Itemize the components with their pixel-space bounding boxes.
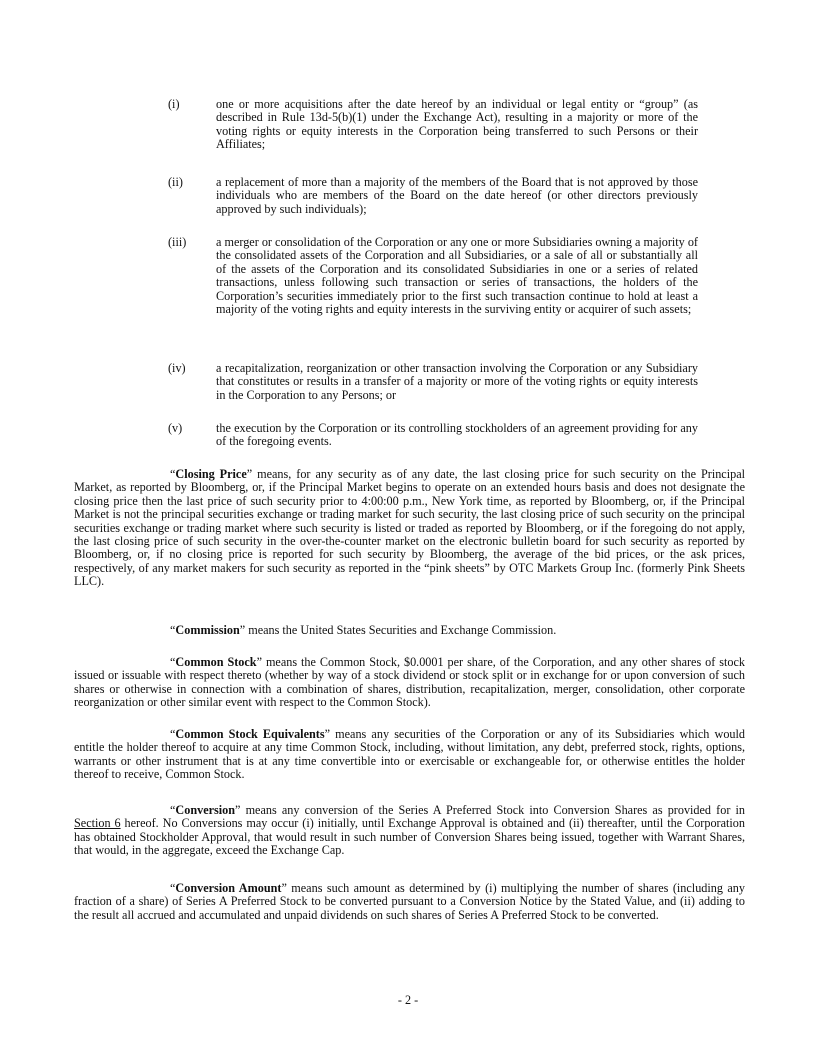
open-quote: “ [170,623,176,637]
open-quote: “ [170,727,176,741]
clause-number: (v) [168,421,183,435]
close-quote: ” [281,881,287,895]
close-quote: ” [324,727,330,741]
open-quote: “ [170,467,176,481]
clause-text: the execution by the Corporation or its controlling stockholders of an agreement providing for any of the foregoing events. [216,421,698,449]
definition-text: means such amount as determined by (i) multiplying the number of shares (including any fraction of a share) of Series A Preferred Stock to be converted pursuant to a Conversion Notice by the Stated Value, and (ii) adding to the result all accrued and accumulated and unpaid dividends on such shares of Series A Preferred Stock to be converted. [74,881,745,922]
clause-i [168,98,698,152]
close-quote: ” [256,655,262,669]
definition-common-stock-equivalents [74,728,745,782]
clause-text: a recapitalization, reorganization or other transaction involving the Corporation or any Subsidiary that constitutes or results in a transfer of a majority or more of the voting rights or equity interests in the Corporation to any Persons; or [216,361,698,402]
definition-closing-price [74,468,745,589]
section-reference-link[interactable]: Section 6 [74,816,121,831]
page-number: - 2 - [397,993,419,1007]
open-quote: “ [170,655,176,669]
definition-text: means any securities of the Corporation or any of its Subsidiaries which would entitle the holder thereof to acquire at any time Common Stock, including, without limitation, any debt, preferred stock, rights, options, warrants or other instrument that is at any time convertible into or exercisable or exchangeable for, or otherwise entitles the holder thereof to receive, Common Stock. [74,727,745,782]
definition-commission [74,624,745,637]
definition-text: means the Common Stock, $0.0001 per share, of the Corporation, and any other shares of stock issued or issuable with respect thereto (whether by way of a stock dividend or stock split or in exchange for or upon conversion of such shares or otherwise in connection with a combination of shares, distribution, recapitalization, merger, consolidation, other corporate reorganization or other similar event with respect to the Common Stock). [74,655,745,710]
defined-term: Conversion Amount [175,881,282,895]
clause-text: a replacement of more than a majority of the members of the Board that is not approved by those individuals who are members of the Board on the date hereof (or other directors previously approved by such individuals); [216,175,698,216]
close-quote: ” [246,467,253,481]
clause-v [168,422,698,449]
clause-ii [168,176,698,216]
clause-number: (iv) [168,361,186,375]
definition-text: means any conversion of the Series A Preferred Stock into Conversion Shares as provided for in [240,803,745,817]
clause-iii [168,236,698,316]
defined-term: Common Stock Equivalents [175,727,325,741]
definition-conversion [74,804,745,858]
clause-text: one or more acquisitions after the date hereof by an individual or legal entity or “group” (as described in Rule 13d-5(b)(1) under the Exchange Act), resulting in a majority or more of the voting rights or equity interests in the Corporation being transferred to such Persons or their Affiliates; [216,97,698,152]
defined-term: Conversion [175,803,236,817]
definition-text: hereof. No Conversions may occur (i) initially, until Exchange Approval is obtained and (ii) thereafter, until the Corporation has obtained Stockholder Approval, that would result in such number of Conversion Shares being issued, together with Warrant Shares, that would, in the aggregate, exceed the Exchange Cap. [74,816,745,858]
clause-number: (iii) [168,235,187,249]
clause-number: (ii) [168,175,183,189]
definition-common-stock [74,656,745,710]
clause-text: a merger or consolidation of the Corporation or any one or more Subsidiaries owning a majority of the consolidated assets of the Corporation and all Subsidiaries, or a sale of all or substantially all of the assets of the Corporation and its consolidated Subsidiaries in one or a series of related transactions, unless following such transaction or series of transactions, the holders of the Corporation’s securities immediately prior to the first such transaction continue to hold at least a majority of the voting rights and equity interests in the surviving entity or acquirer of such assets; [216,235,698,317]
open-quote: “ [170,881,176,895]
definition-conversion-amount [74,882,745,922]
close-quote: ” [235,803,241,817]
open-quote: “ [170,803,176,817]
defined-term: Commission [175,623,240,637]
clause-iv [168,362,698,402]
clause-number: (i) [168,97,180,111]
defined-term: Closing Price [175,467,247,481]
definition-text: means the United States Securities and Exchange Commission. [245,623,557,637]
close-quote: ” [239,623,246,637]
definition-text: means, for any security as of any date, the last closing price for such security on the Principal Market, as reported by Bloomberg, or, if the Principal Market begins to operate on an extended hours basis and does not designate the closing price then the last price of such security prior to 4:00:00 p.m., New York time, as reported by Bloomberg, or, if the Principal Market is not the principal securities exchange or trading market for such security, the last closing price of such security on the principal securities exchange or trading market where such security is listed or traded as reported by Bloomberg, or if the foregoing do not apply, the last closing price of such security in the over-the-counter market on the electronic bulletin board for such security as reported by Bloomberg, or, if no closing price is reported for such security by Bloomberg, the average of the bid prices, or the ask prices, respectively, of any market makers for such security as reported in the “pink sheets” by OTC Markets Group Inc. (formerly Pink Sheets LLC). [74,467,745,589]
defined-term: Common Stock [175,655,257,669]
